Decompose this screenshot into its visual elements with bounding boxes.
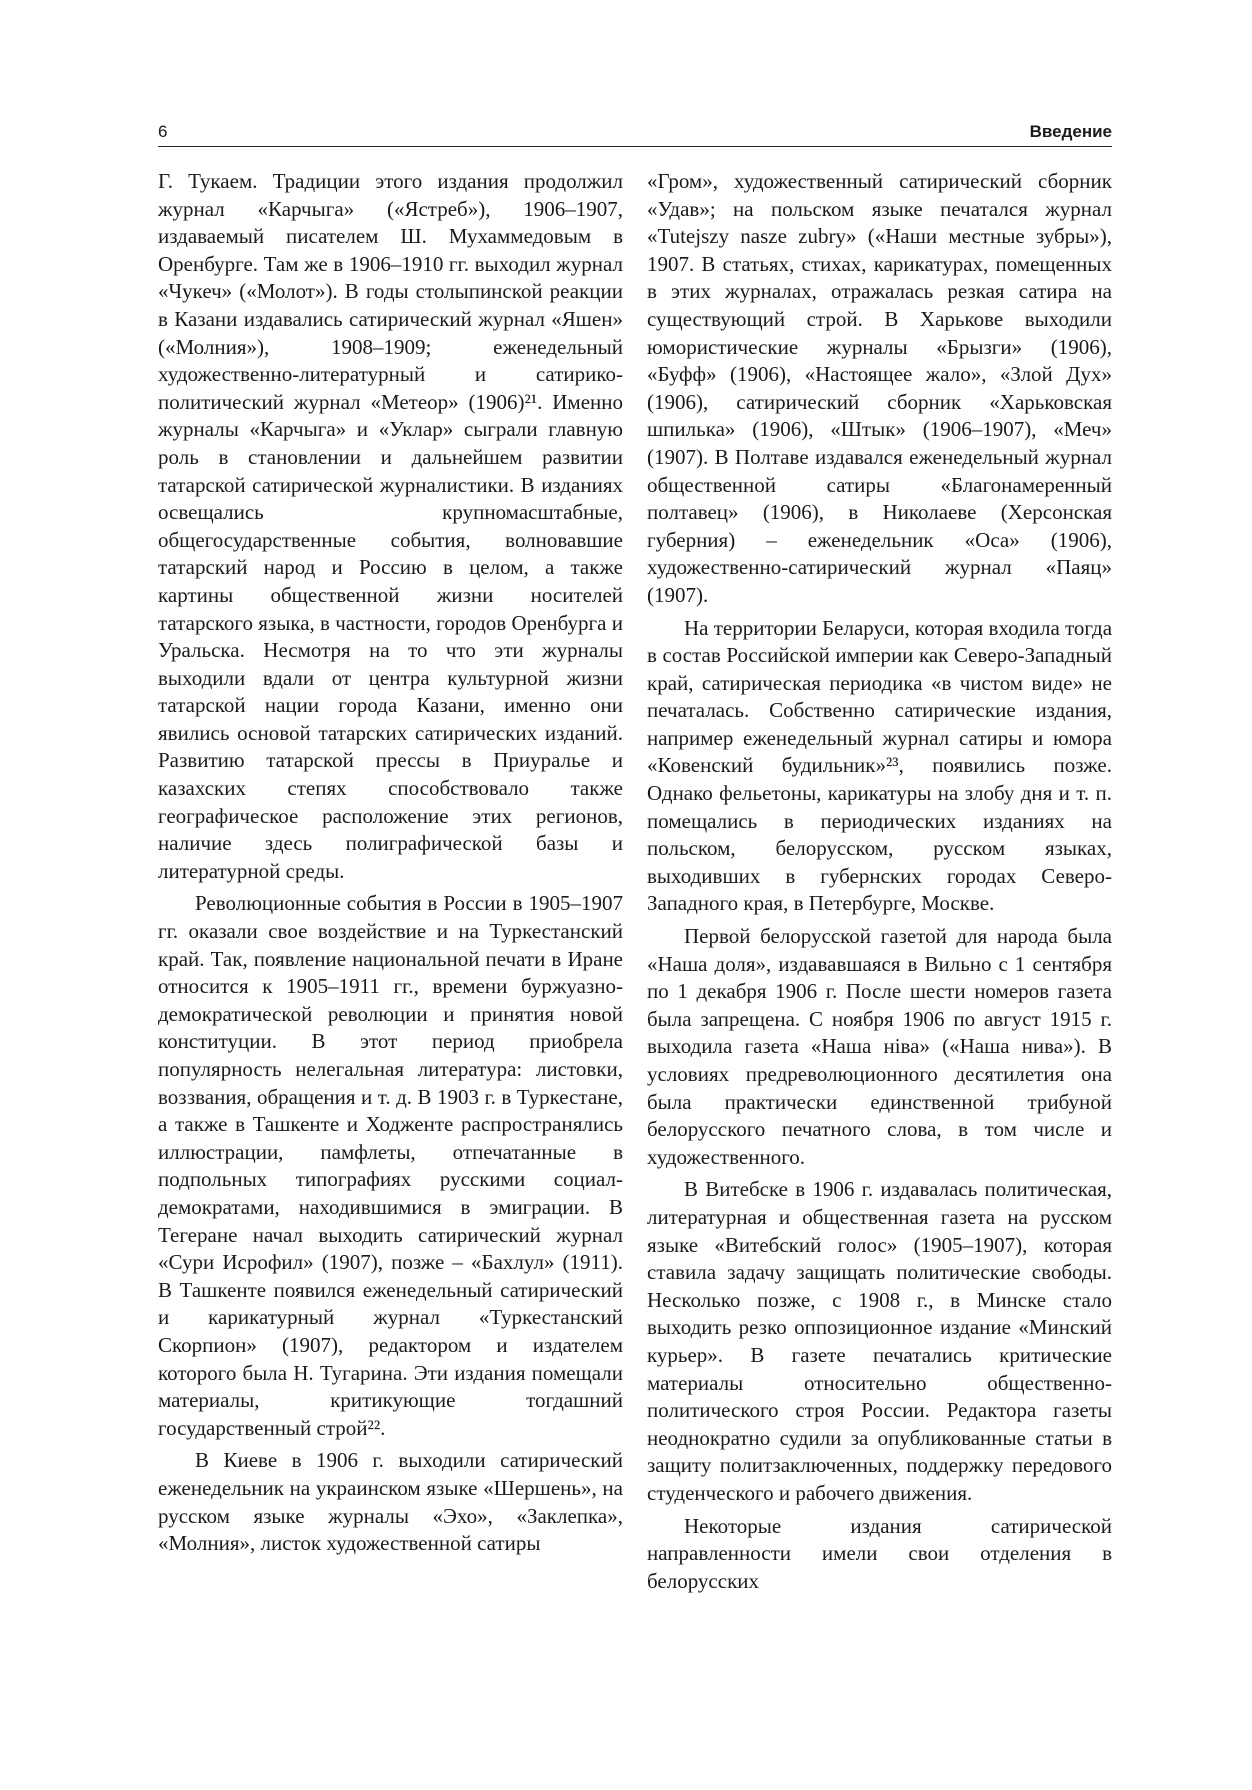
paragraph: Некоторые издания сатирической направленности имели свои отделения в белорусских — [647, 1513, 1112, 1593]
paragraph: Первой белорусской газетой для народа была «Наша доля», издававшаяся в Вильно с 1 сентября по 1 декабря 1906 г. После шести номеров газета была запрещена. С ноября 1906 по август 1915 г. выходила газета «Наша ніва» («Наша нива»). В условиях предреволюционного десятилетия она была практически единственной трибуной белорусского печатного слова, в том числе и художественного. — [647, 924, 1112, 1169]
paragraph: В Киеве в 1906 г. выходили сатирический еженедельник на украинском языке «Шершень», на русском языке журналы «Эхо», «Заклепка», «Молния», листок художественной сатиры — [158, 1448, 623, 1556]
page-number: 6 — [158, 122, 168, 141]
paragraph: В Витебске в 1906 г. издавалась политическая, литературная и общественная газета на русском языке «Витебский голос» (1905–1907), которая ставила задачу защищать политические свободы. Несколько позже, с 1908 г., в Минске стало выходить резко оппозиционное издание «Минский курьер». В газете печатались критические материалы относительно общественно-политического строя России. Редактора газеты неоднократно судили за опубликованные статьи в защиту политзаключенных, поддержку передового студенческого и рабочего движения. — [647, 1177, 1112, 1505]
paragraph: Революционные события в России в 1905–1907 гг. оказали свое воздействие и на Туркестанский край. Так, появление национальной печати в Иране относится к 1905–1911 гг., времени буржуазно-демократической революции и принятия новой конституции. В этот период приобрела популярность нелегальная литература: листовки, воззвания, обращения и т. д. В 1903 г. в Туркестане, а также в Ташкенте и Ходженте распространялись иллюстрации, памфлеты, отпечатанные в подпольных типографиях русскими социал-демократами, находившимися в эмиграции. В Тегеране начал выходить сатирический журнал «Сури Исрофил» (1907), позже – «Бахлул» (1911). В Ташкенте появился еженедельный сатирический и карикатурный журнал «Туркестанский Скорпион» (1907), редактором и издателем которого была Н. Тугарина. Эти издания помещали материалы, критикующие тогдашний государственный строй²². — [158, 891, 623, 1440]
section-title: Введение — [1029, 122, 1112, 141]
paragraph: «Гром», художественный сатирический сборник «Удав»; на польском языке печатался журнал «Tutejszy nasze zubry» («Наши местные зубры»), 1907. В статьях, стихах, карикатурах, помещенных в этих журналах, отражалась резкая сатира на существующий строй. В Харькове выходили юмористические журналы «Брызги» (1906), «Буфф» (1906), «Настоящее жало», «Злой Дух» (1906), сатирический сборник «Харьковская шпилька» (1906), «Штык» (1906–1907), «Меч» (1907). В Полтаве издавался еженедельный журнал общественной сатиры «Благонамеренный полтавец» (1906), в Николаеве (Херсонская губерния) – еженедельник «Оса» (1906), художественно-сатирический журнал «Паяц» (1907). — [647, 169, 1112, 607]
paragraph: Г. Тукаем. Традиции этого издания продолжил журнал «Карчыга» («Ястреб»), 1906–1907, издаваемый писателем Ш. Мухаммедовым в Оренбурге. Там же в 1906–1910 гг. выходил журнал «Чукеч» («Молот»). В годы столыпинской реакции в Казани издавались сатирический журнал «Яшен» («Молния»), 1908–1909; еженедельный художественно-литературный и сатирико-политический журнал «Метеор» (1906)²¹. Именно журналы «Карчыга» и «Уклар» сыграли главную роль в становлении и дальнейшем развитии татарской сатирической журналистики. В изданиях освещались крупномасштабные, общегосударственные события, волновавшие татарский народ и Россию в целом, а также картины общественной жизни носителей татарского языка, в частности, городов Оренбурга и Уральска. Несмотря на то что эти журналы выходили вдали от центра культурной жизни татарской нации города Казани, именно они явились основой татарских сатирических изданий. Развитию татарской прессы в Приуралье и казахских степях способствовало также географическое расположение этих регионов, наличие здесь полиграфической базы и литературной среды. — [158, 169, 623, 883]
running-head — [158, 121, 1112, 143]
right-column — [647, 168, 1112, 1595]
paragraph: На территории Беларуси, которая входила тогда в состав Российской империи как Северо-Западный край, сатирическая периодика «в чистом виде» не печаталась. Собственно сатирические издания, например еженедельный журнал сатиры и юмора «Ковенский будильник»²³, появились позже. Однако фельетоны, карикатуры на злобу дня и т. п. помещались в периодических изданиях на польском, белорусском, русском языках, выходивших в губернских городах Северо-Западного края, в Петербурге, Москве. — [647, 615, 1113, 916]
left-column — [158, 168, 623, 1558]
header-rule — [158, 146, 1112, 147]
